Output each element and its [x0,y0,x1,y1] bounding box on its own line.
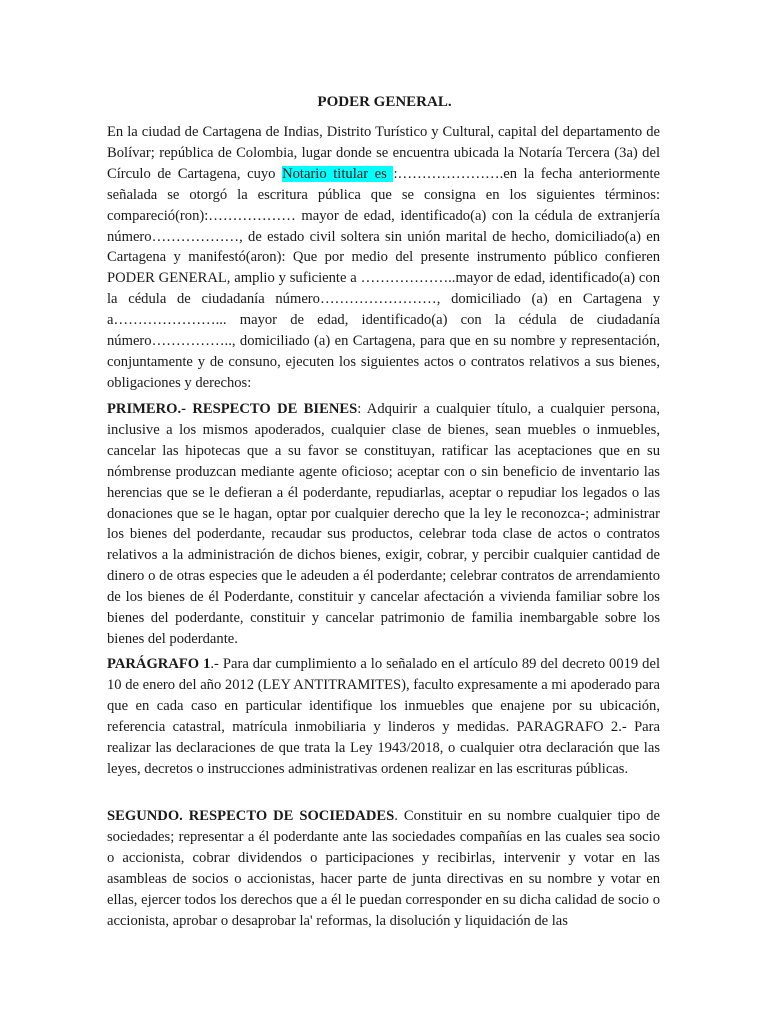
clause-segundo-heading: SEGUNDO. RESPECTO DE SOCIEDADES [107,808,395,824]
intro-paragraph [107,122,660,394]
clause-primero-heading: PRIMERO.- RESPECTO DE BIENES [107,401,358,417]
clause-primero-text: : Adquirir a cualquier título, a cualquier persona, inclusive a los mismos apoderados, cualquier clase de bienes, sean muebles o inmuebles, cancelar las hipotecas que a su favor se constituyan, ratificar las aceptaciones que en su nómbrense produzcan mediante agente oficioso; aceptar con o sin beneficio de inventario las herencias que se le defieran a él poderdante, repudiarlas, aceptar o repudiar los legados o las donaciones que se le hagan, optar por cualquier derecho que la ley le reconozca-; administrar los bienes del poderdante, recaudar sus productos, celebrar toda clase de actos o contratos relativos a la administración de dichos bienes, exigir, cobrar, y percibir cualquier cantidad de dinero o de otras especies que le adeuden a él poderdante; celebrar contratos de arrendamiento de los bienes de él Poderdante, constituir y cancelar afectación a vivienda familiar sobre los bienes del poderdante, constituir y cancelar patrimonio de familia inembargable sobre los bienes del poderdante. [107,401,660,647]
title-text: PODER GENERAL [317,94,448,110]
clause-primero [107,399,660,650]
clause-paragrafo [107,654,660,779]
intro-text-a: En la ciudad de Cartagena de Indias, Distrito Turístico y Cultural, capital del departamento de Bolívar; república de Colombia, lugar donde se encuentra ubicada la Notaría Tercera (3a) del Círculo de Cartagena, cuyo [107,124,660,182]
clause-paragrafo-heading: PARÁGRAFO 1 [107,656,211,672]
document-title [107,92,662,112]
clause-paragrafo-text: .- Para dar cumplimiento a lo señalado en el artículo 89 del decreto 0019 del 10 de enero del año 2012 (LEY ANTITRAMITES), faculto expresamente a mi apoderado para que en cada caso en particular identifique los inmuebles que enajene por su ubicación, referencia catastral, matrícula inmobiliaria y linderos y medidas. PARAGRAFO 2.- Para realizar las declaraciones de que trata la Ley 1943/2018, o cualquier otra declaración que las leyes, decretos o instrucciones administrativas ordenen realizar en las escrituras públicas. [107,656,661,777]
clause-segundo [107,806,660,936]
clause-segundo-text: . Constituir en su nombre cualquier tipo de sociedades; representar a él poderdante ante las sociedades compañías en las cuales sea socio o accionista, cobrar dividendos o participaciones y recibirlas, intervenir y votar en las asambleas de socios o accionistas, hacer parte de junta directivas en su nombre y votar en ellas, ejercer todos los derechos que a él le puedan corresponder en su dicha calidad de socio o accionista, aprobar o desaprobar la' reformas, la disolución y liquidación de las [107,808,660,929]
intro-text-b: :………………….en la fecha anteriormente señalada se otorgó la escritura pública que se consigna en los siguientes términos: compareció(ron):……………… mayor de edad, identificado(a) con la cédula de extranjería número………………, de estado civil soltera sin unión marital de hecho, domiciliado(a) en Cartagena y manifestó(aron): Que por medio del presente instrumento público confieren PODER GENERAL, amplio y suficiente a ………………..mayor de edad, identificado(a) con la cédula de ciudadanía número……………………, domiciliado (a) en Cartagena y a…………………... mayor de edad, identificado(a) con la cédula de ciudadanía número…………….., domiciliado (a) en Cartagena, para que en su nombre y representación, conjuntamente y de consuno, ejecuten los siguientes actos o contratos relativos a sus bienes, obligaciones y derechos: [107,165,660,391]
title-period: . [447,94,452,110]
highlighted-text: Notario titular es [282,165,394,182]
